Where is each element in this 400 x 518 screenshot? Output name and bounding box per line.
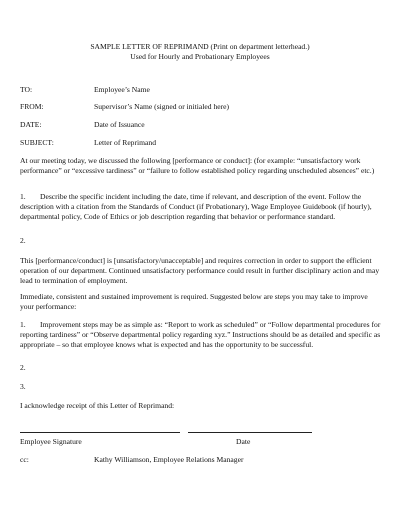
step-1-number: 1. xyxy=(20,320,26,329)
subject-value: Letter of Reprimand xyxy=(94,138,156,147)
to-value: Employee’s Name xyxy=(94,85,150,94)
item-2-number: 2. xyxy=(20,236,26,245)
improvement-paragraph: Immediate, consistent and sustained improvement is required. Suggested below are steps you may take to improve your performance: xyxy=(20,292,368,311)
acknowledge-statement: I acknowledge receipt of this Letter of Reprimand: xyxy=(20,401,175,410)
body-paragraph: This [performance/conduct] is [unsatisfactory/unacceptable] and requires correction in order to support the efficient operation of our department. Continued unsatisfactory performance could result in further disciplinary action and may lead to termination of employment. xyxy=(20,256,380,285)
document-title: SAMPLE LETTER OF REPRIMAND (Print on department letterhead.) xyxy=(90,42,310,51)
step-3-number: 3. xyxy=(20,382,26,391)
item-1-paragraph xyxy=(20,192,382,222)
from-label: FROM: xyxy=(20,102,44,111)
item-1-number: 1. xyxy=(20,192,26,201)
signature-line xyxy=(20,432,180,433)
subject-label: SUBJECT: xyxy=(20,138,54,147)
cc-label: cc: xyxy=(20,455,29,464)
date-label: DATE: xyxy=(20,120,42,129)
cc-recipient: Kathy Williamson, Employee Relations Manager xyxy=(94,455,244,464)
step-1-paragraph xyxy=(20,320,382,350)
document-subtitle: Used for Hourly and Probationary Employees xyxy=(130,52,270,61)
step-1-text: Improvement steps may be as simple as: “Report to work as scheduled” or “Follow departmental procedures for reporting tardiness” or “Observe departmental policy regarding xyz.” Instructions should be as detailed and specific as appropriate – so that employee knows what is expected and has the opportunity to be successful. xyxy=(20,320,381,349)
intro-paragraph: At our meeting today, we discussed the following [performance or conduct]: (for example: “unsatisfactory work performance” or “excessive tardiness” or “failure to follow established policy regarding unscheduled absences” etc.) xyxy=(20,156,375,175)
step-2-number: 2. xyxy=(20,363,26,372)
to-label: TO: xyxy=(20,85,33,94)
signature-label: Employee Signature xyxy=(20,437,82,446)
date-value: Date of Issuance xyxy=(94,120,145,129)
date-line-label: Date xyxy=(236,437,251,446)
date-line xyxy=(188,432,312,433)
item-1-text: Describe the specific incident including the date, time if relevant, and description of the event. Follow the description with a citation from the Standards of Conduct (if Probationary), Wage Employee Guidebook (if hourly), departmental policy, Code of Ethics or job description regarding that behavior or performance standard. xyxy=(20,192,372,221)
from-value: Supervisor’s Name (signed or initialed here) xyxy=(94,102,230,111)
